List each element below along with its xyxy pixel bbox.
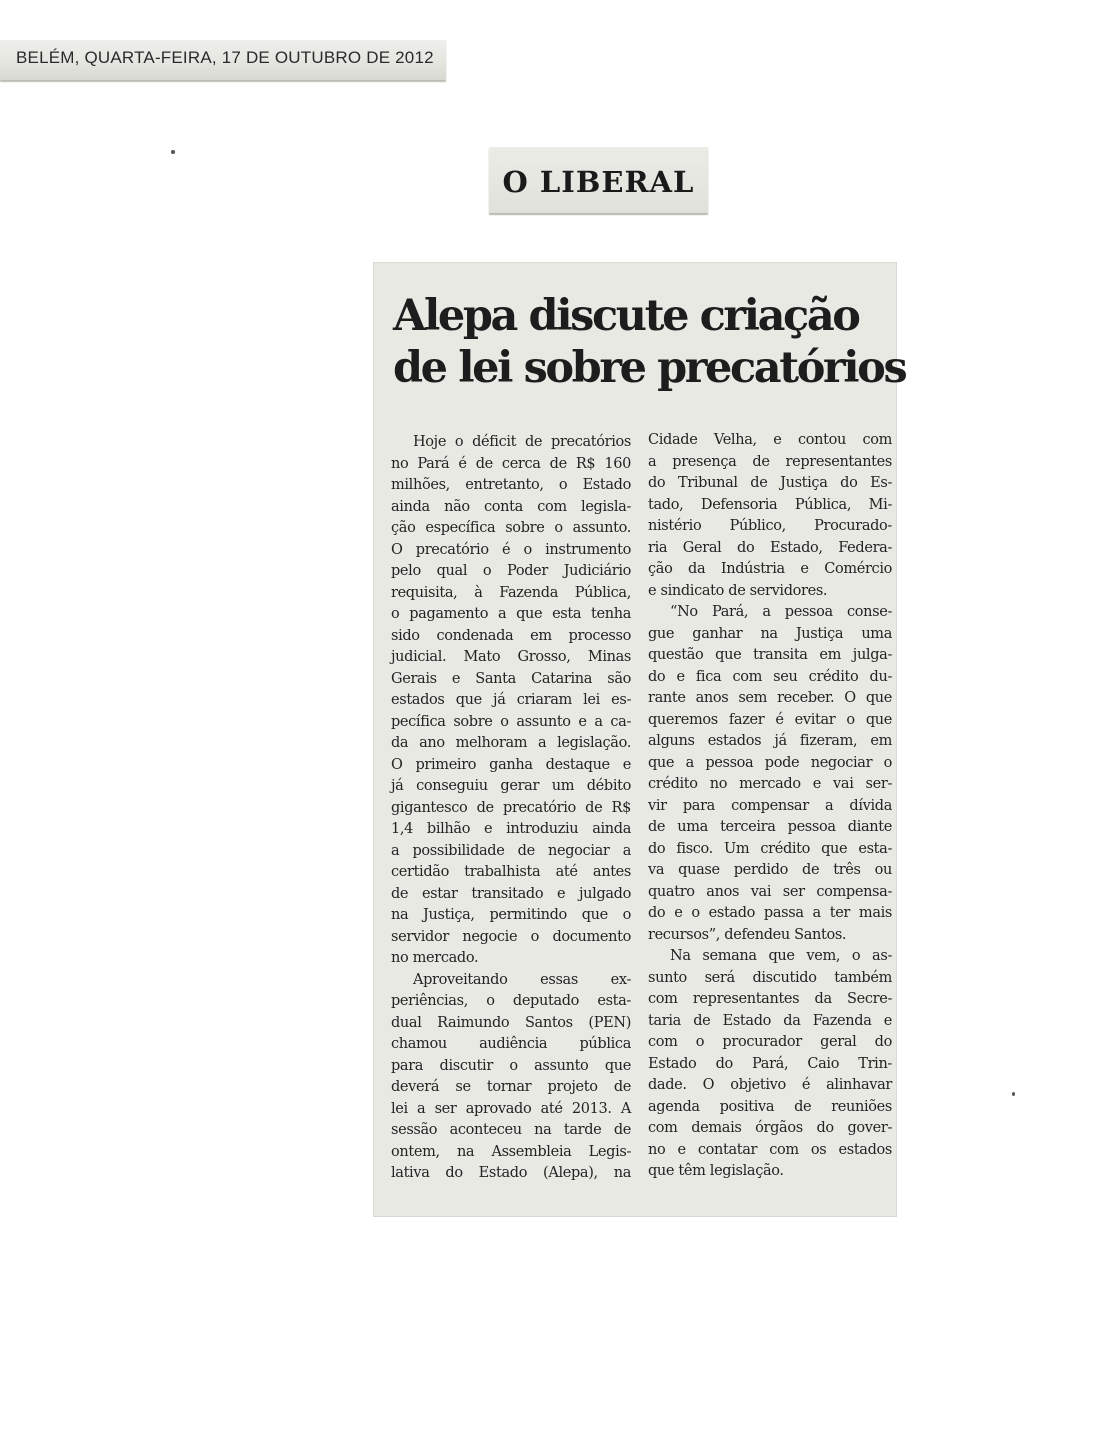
article-text-line: Na semana que vem, o as- [670, 948, 892, 964]
article-text-line: certidão trabalhista até antes [391, 864, 631, 880]
article-text-line: tado, Defensoria Pública, Mi- [648, 496, 892, 513]
article-text-line: Cidade Velha, e contou com [648, 432, 892, 448]
article-text-line: dade. O objetivo é alinhavar [648, 1077, 892, 1093]
article-text-line: de uma terceira pessoa diante [648, 819, 892, 835]
article-text-line: o pagamento a que esta tenha [391, 606, 631, 622]
article-text-line: alguns estados já fizeram, em [648, 733, 892, 749]
article-text-line: com demais órgãos do gover- [648, 1120, 892, 1136]
article-text-line: chamou audiência pública [391, 1036, 631, 1052]
article-text-line: deverá se tornar projeto de [391, 1079, 631, 1095]
article-text-line: que têm legislação. [648, 1163, 784, 1179]
newspaper-masthead: O LIBERAL [502, 165, 695, 199]
article-text-line: agenda positiva de reuniões [648, 1098, 892, 1115]
article-headline [393, 290, 906, 394]
article-text-line: da ano melhoram a legislação. [391, 735, 631, 751]
article-text-line: pecífica sobre o assunto e a ca- [391, 713, 631, 730]
article-text-line: servidor negocie o documento [391, 928, 631, 945]
article-text-line: do fisco. Um crédito que esta- [648, 840, 892, 857]
article-text-line: do e fica com seu crédito du- [648, 668, 892, 685]
article-text-line: do Tribunal de Justiça do Es- [648, 475, 892, 491]
article-text-line: 1,4 bilhão e introduziu ainda [391, 821, 631, 837]
article-text-line: no mercado. [391, 950, 479, 966]
article-text-line: Estado do Pará, Caio Trin- [648, 1055, 892, 1072]
article-column-right [648, 430, 892, 1183]
article-text-line: a presença de representantes [648, 453, 892, 470]
article-text-line: lei a ser aprovado até 2013. A [391, 1100, 631, 1117]
article-text-line: questão que transita em julga- [648, 647, 892, 663]
article-text-line: estados que já criaram lei es- [391, 692, 631, 708]
article-text-line: a possibilidade de negociar a [391, 842, 631, 859]
article-text-line: O primeiro ganha destaque e [391, 756, 631, 773]
scan-speck [171, 150, 175, 154]
article-text-line: ção específica sobre o assunto. [391, 520, 631, 536]
article-text-line: recursos”, defendeu Santos. [648, 926, 847, 943]
article-text-line: ontem, na Assembleia Legis- [391, 1143, 631, 1160]
article-text-line: lativa do Estado (Alepa), na [391, 1165, 631, 1181]
article-text-line: periências, o deputado esta- [391, 993, 631, 1009]
article-text-line: já conseguiu gerar um débito [391, 778, 631, 794]
headline-line: Alepa discute criação [393, 291, 859, 341]
article-text-line: Aproveitando essas ex- [413, 971, 631, 988]
article-text-line: ria Geral do Estado, Federa- [648, 539, 892, 556]
article-text-line: e sindicato de servidores. [648, 582, 828, 599]
article-text-line: na Justiça, permitindo que o [391, 907, 631, 923]
article-text-line: rante anos sem receber. O que [648, 690, 892, 706]
scan-speck [1012, 1092, 1015, 1096]
article-text-line: para discutir o assunto que [391, 1057, 631, 1074]
article-text-line: pelo qual o Poder Judiciário [391, 563, 631, 579]
article-text-line: va quase perdido de três ou [648, 862, 892, 878]
article-text-line: no e contatar com os estados [648, 1141, 892, 1158]
article-text-line: sessão aconteceu na tarde de [391, 1122, 631, 1138]
article-text-line: com representantes da Secre- [648, 991, 892, 1007]
article-text-line: vir para compensar a dívida [648, 797, 892, 814]
article-text-line: queremos fazer é evitar o que [648, 711, 892, 728]
article-text-line: Gerais e Santa Catarina são [391, 670, 631, 687]
article-text-line: crédito no mercado e vai ser- [648, 776, 892, 792]
article-text-line: ainda não conta com legisla- [391, 498, 631, 515]
article-text-line: de estar transitado e julgado [391, 885, 631, 902]
article-text-line: do e o estado passa a ter mais [648, 905, 892, 921]
dateline-clipping [0, 40, 446, 80]
article-text-line: judicial. Mato Grosso, Minas [391, 649, 631, 665]
article-text-line: sunto será discutido também [648, 969, 892, 986]
article-text-line: taria de Estado da Fazenda e [648, 1012, 892, 1029]
article-text-line: requisita, à Fazenda Pública, [391, 584, 631, 601]
article-text-line: “No Pará, a pessoa conse- [670, 604, 892, 620]
article-text-line: ção da Indústria e Comércio [648, 561, 892, 577]
article-text-line: no Pará é de cerca de R$ 160 [391, 455, 631, 472]
article-text-line: milhões, entretanto, o Estado [391, 477, 631, 493]
article-text-line: gigantesco de precatório de R$ [391, 799, 631, 816]
article-text-line: dual Raimundo Santos (PEN) [391, 1014, 631, 1031]
headline-line: de lei sobre precatórios [393, 343, 906, 393]
article-text-line: Hoje o déficit de precatórios [413, 434, 631, 450]
article-text-line: nistério Público, Procurado- [648, 518, 892, 534]
article-text-line: que a pessoa pode negociar o [648, 754, 892, 771]
article-text-line: O precatório é o instrumento [391, 541, 631, 558]
article-text-line: com o procurador geral do [648, 1034, 892, 1050]
article-text-line: quatro anos vai ser compensa- [648, 883, 892, 900]
dateline: BELÉM, QUARTA-FEIRA, 17 DE OUTUBRO DE 2012 [16, 48, 434, 67]
article-clipping [373, 262, 906, 1217]
article-text-line: gue ganhar na Justiça uma [648, 625, 892, 642]
article-text-line: sido condenada em processo [391, 627, 631, 644]
article-column-left [391, 432, 631, 1185]
masthead-clipping [489, 147, 708, 213]
